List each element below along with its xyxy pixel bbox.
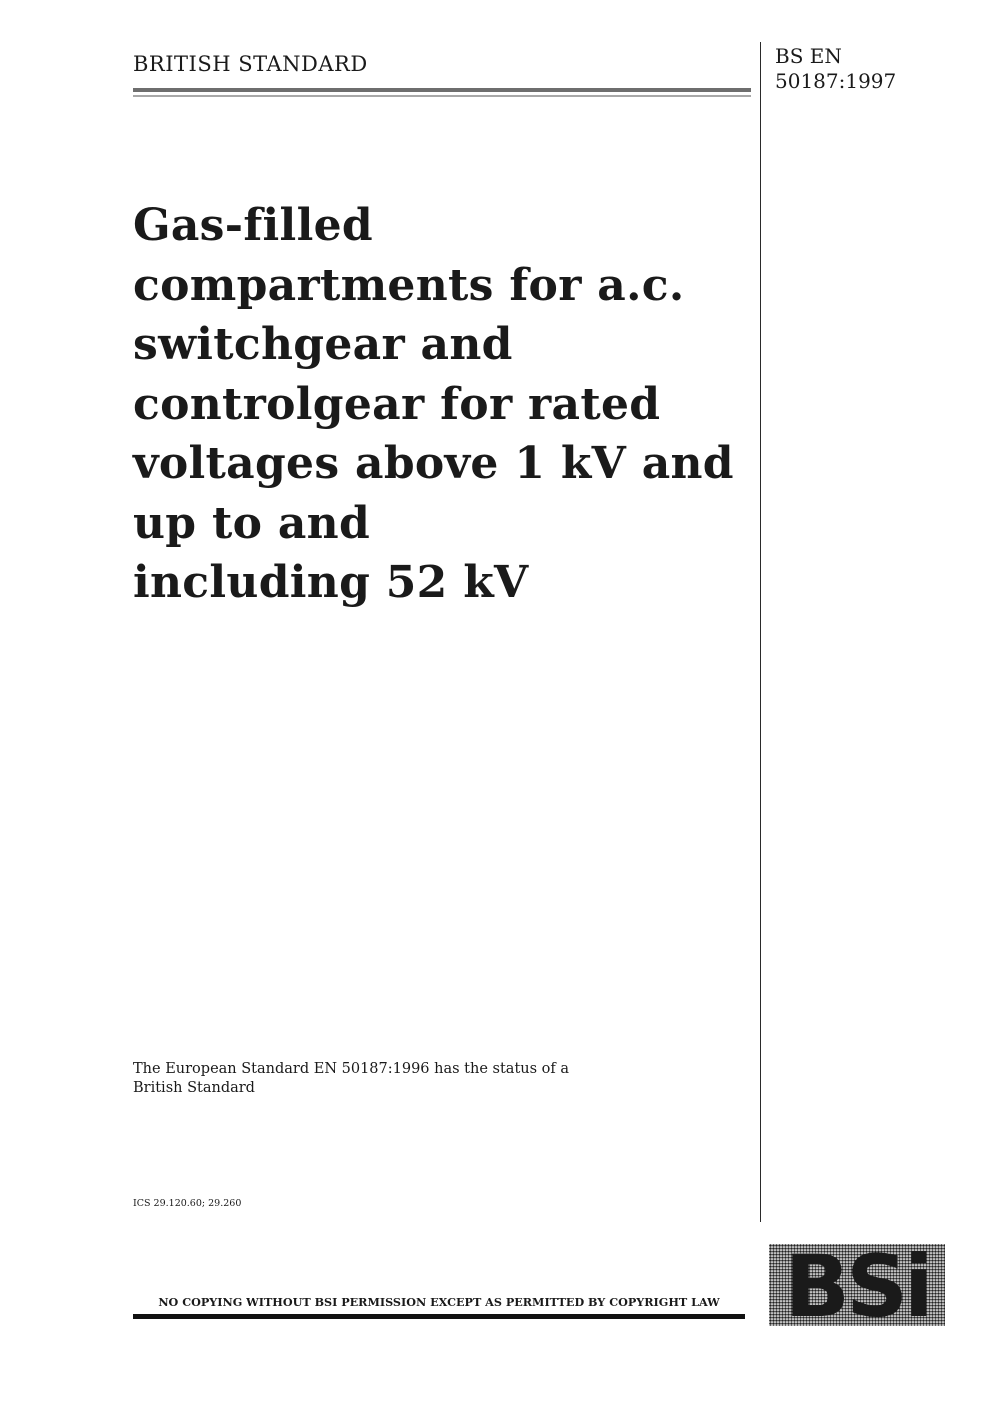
status-line: British Standard (133, 1080, 255, 1096)
title-line: up to and (133, 497, 371, 549)
status-statement (133, 1060, 569, 1098)
copyright-notice: NO COPYING WITHOUT BSI PERMISSION EXCEPT AS PERMITTED BY COPYRIGHT LAW (158, 1295, 720, 1309)
title-line: voltages above 1 kV and (133, 438, 734, 489)
ics-code: ICS 29.120.60; 29.260 (133, 1198, 242, 1209)
bsi-logo-text: BSi (784, 1244, 930, 1326)
title-line: including 52 kV (133, 557, 529, 608)
footer-rule (133, 1314, 745, 1319)
title-line: switchgear and (133, 319, 513, 370)
document-title (133, 196, 753, 613)
header-label: BRITISH STANDARD (133, 52, 368, 76)
vertical-divider (760, 42, 761, 1222)
title-line: compartments for a.c. (133, 259, 685, 311)
title-line: Gas-filled (133, 200, 373, 251)
bsi-logo-icon (769, 1244, 945, 1326)
standard-number (775, 44, 896, 94)
header-rule-thick (133, 88, 751, 92)
standard-number-line1: BS EN (775, 44, 842, 68)
status-line: The European Standard EN 50187:1996 has the status of a (133, 1061, 570, 1077)
header-rule-thin (133, 95, 751, 97)
standard-number-line2: 50187:1997 (775, 69, 897, 93)
title-line: controlgear for rated (133, 378, 661, 430)
